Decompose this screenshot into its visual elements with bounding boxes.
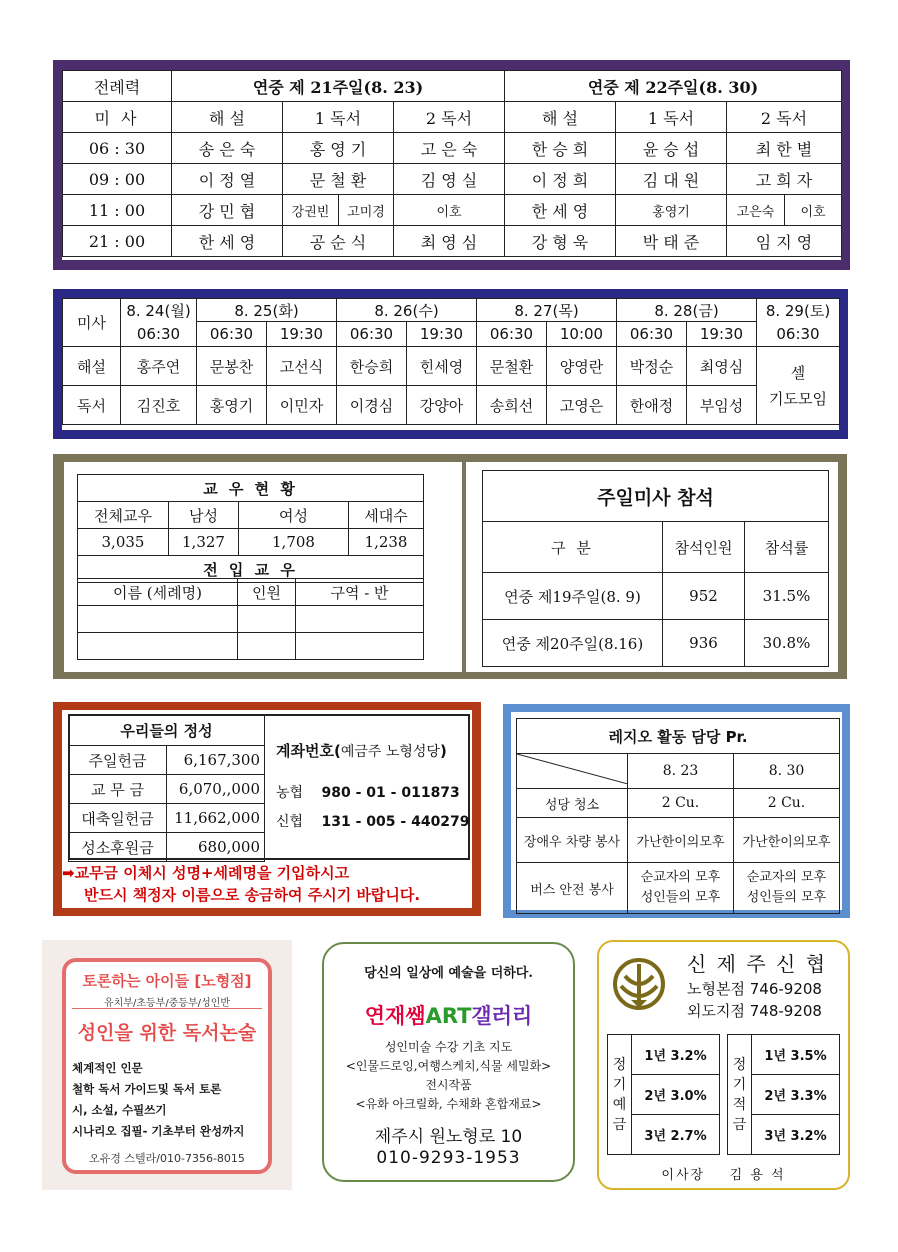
name-cell: 이 정 열	[172, 164, 283, 195]
name-cell: 고미경	[347, 204, 385, 220]
list-item: 체계적인 인문	[72, 1061, 143, 1075]
offering-value: 6,070,,000	[167, 775, 265, 804]
legio-corner	[517, 754, 628, 789]
table-row	[78, 606, 424, 633]
savings-table	[727, 1034, 840, 1155]
legio-value: 순교자의 모후 성인들의 모후	[734, 863, 840, 914]
role-header: 해 설	[505, 102, 616, 133]
legio-value: 2 Cu.	[734, 789, 840, 818]
divider	[72, 1008, 262, 1009]
members-value: 1,708	[239, 529, 349, 556]
table-row	[69, 804, 265, 833]
deposit-label: 정 기 예 금	[608, 1035, 632, 1155]
legio-table	[516, 718, 840, 914]
name-cell: 임 지 영	[727, 226, 842, 257]
table-row	[63, 133, 842, 164]
name-cell: 한애정	[617, 386, 687, 425]
name-cell: 고 은 숙	[394, 133, 505, 164]
name-cell: 한 세 영	[505, 195, 616, 226]
offering-label: 교 무 금	[69, 775, 167, 804]
name-cell: 이민자	[267, 386, 337, 425]
offering-value: 680,000	[167, 833, 265, 862]
members-value: 3,035	[78, 529, 169, 556]
mass-time: 06 : 30	[63, 133, 172, 164]
members-title: 교 우 현 황	[78, 475, 424, 502]
account-title: 계좌번호(예금주 노형성당)	[276, 742, 447, 760]
table-row	[69, 833, 265, 862]
deposit-table	[607, 1034, 720, 1155]
legio-value: 순교자의 모후 성인들의 모후	[628, 863, 734, 914]
attendance-rate: 31.5%	[745, 573, 829, 620]
ad-debate-contact: 오유경 스텔라/010-7356-8015	[89, 1152, 245, 1165]
table-row	[63, 347, 840, 386]
diagonal-line	[517, 754, 628, 784]
bank-name: 신협	[276, 814, 304, 830]
weekday-table	[62, 298, 840, 425]
ad-gallery-phone[interactable]: 010-9293-1953	[376, 1148, 521, 1168]
name-cell: 강 민 협	[172, 195, 283, 226]
name-cell: 강양아	[407, 386, 477, 425]
day-header: 8. 25(화)	[197, 299, 337, 322]
rate-cell: 1년 3.2%	[632, 1035, 720, 1075]
table-row	[78, 633, 424, 660]
name-cell: 고은숙	[727, 195, 785, 225]
mass-time: 19:30	[687, 322, 757, 347]
name-cell: 문 철 환	[283, 164, 394, 195]
branch-phone[interactable]: 노형본점 746-9208	[687, 980, 822, 998]
liturgy-corner: 전례력	[63, 71, 172, 102]
attendance-table	[482, 470, 829, 667]
attendance-count: 936	[663, 620, 745, 667]
legio-date: 8. 23	[628, 754, 734, 789]
week1-header: 연중 제 21주일(8. 23)	[172, 71, 505, 102]
list-item: 시, 소설, 수필쓰기	[72, 1103, 167, 1117]
name-cell: 홍영기	[197, 386, 267, 425]
rate-cell: 1년 3.5%	[752, 1035, 840, 1075]
role-header: 1 독서	[616, 102, 727, 133]
name-cell: 김 대 원	[616, 164, 727, 195]
account-holder: 예금주 노형성당	[340, 744, 440, 760]
week2-header: 연중 제 22주일(8. 30)	[505, 71, 842, 102]
name-cell: 김진호	[121, 386, 197, 425]
name-cell: 부임성	[687, 386, 757, 425]
mass-time: 19:30	[267, 322, 337, 347]
offering-title: 우리들의 정성	[69, 715, 265, 746]
newcomers-header: 이름 (세례명)	[78, 579, 238, 606]
mass-time: 06:30	[197, 322, 267, 347]
mass-time: 06:30	[121, 322, 197, 347]
name-cell: 홍주연	[121, 347, 197, 386]
legio-date: 8. 30	[734, 754, 840, 789]
day-header: 8. 26(수)	[337, 299, 477, 322]
name-cell: 고 희 자	[727, 164, 842, 195]
account-row	[276, 782, 460, 802]
list-item: 철학 독서 가이드및 독서 토론	[72, 1082, 222, 1096]
legio-label: 버스 안전 봉사	[517, 863, 628, 914]
mass-row-label: 미사	[63, 299, 121, 347]
branch-phone[interactable]: 외도지점 748-9208	[687, 1002, 822, 1020]
ad-gallery-desc: 성인미술 수강 기초 지도 <인물드로잉,여행스케치,식물 세밀화> 전시작품 <유화 아크릴화, 수채화 혼합재료>	[345, 1040, 552, 1111]
reading-label: 독서	[63, 386, 121, 425]
mass-time: 06:30	[477, 322, 547, 347]
day-header: 8. 27(목)	[477, 299, 617, 322]
mass-time: 10:00	[547, 322, 617, 347]
list-item: 시나리오 집필- 기초부터 완성까지	[72, 1124, 245, 1138]
table-row	[69, 746, 265, 775]
table-row	[63, 195, 842, 226]
name-cell: 강 형 욱	[505, 226, 616, 257]
offering-notice: ➡교무금 이체시 성명+세례명을 기입하시고 반드시 책정자 이름으로 송금하여 주시기 바랍니다.	[62, 864, 421, 904]
legio-frame	[503, 704, 850, 918]
name-cell: 이호	[394, 195, 505, 226]
name-cell: 최영심	[687, 347, 757, 386]
account-row	[276, 811, 470, 831]
saturday-cell	[757, 347, 840, 425]
members-value: 1,327	[169, 529, 239, 556]
offering-frame	[53, 702, 481, 916]
offering-label: 성소후원금	[69, 833, 167, 862]
name-cell: 이 정 희	[505, 164, 616, 195]
mass-time: 06:30	[337, 322, 407, 347]
table-row	[517, 863, 840, 914]
table-row	[63, 226, 842, 257]
name-cell: 송희선	[477, 386, 547, 425]
attendance-week: 연중 제20주일(8.16)	[483, 620, 663, 667]
attendance-header: 구 분	[483, 522, 663, 573]
name-cell: 힌세영	[407, 347, 477, 386]
liturgy-frame	[53, 60, 850, 270]
name-cell: 이호	[800, 204, 826, 220]
mass-time: 11 : 00	[63, 195, 172, 226]
name-cell: 고영은	[547, 386, 617, 425]
account-number[interactable]: 980 - 01 - 011873	[321, 785, 460, 801]
role-header: 2 독서	[394, 102, 505, 133]
table-row	[517, 789, 840, 818]
name-cell: 한승희	[337, 347, 407, 386]
name-cell: 문봉찬	[197, 347, 267, 386]
mass-label: 미 사	[63, 102, 172, 133]
role-header: 1 독서	[283, 102, 394, 133]
name-cell: 이경심	[337, 386, 407, 425]
rate-cell: 2년 3.3%	[752, 1075, 840, 1115]
rate-cell: 3년 3.2%	[752, 1115, 840, 1155]
chairman: 이사장 김 용 석	[661, 1168, 786, 1183]
table-row	[517, 818, 840, 863]
name-cell: 윤 승 섭	[616, 133, 727, 164]
weekday-frame	[53, 289, 848, 439]
members-header: 세대수	[349, 502, 424, 529]
rate-cell: 2년 3.0%	[632, 1075, 720, 1115]
name-cell: 김 영 실	[394, 164, 505, 195]
name-cell: 최 영 심	[394, 226, 505, 257]
mass-time: 21 : 00	[63, 226, 172, 257]
name-cell: 한 승 희	[505, 133, 616, 164]
commentary-label: 해설	[63, 347, 121, 386]
day-header: 8. 24(월)	[121, 299, 197, 322]
mass-time: 09 : 00	[63, 164, 172, 195]
name-cell: 박 태 준	[616, 226, 727, 257]
name-cell: 양영란	[547, 347, 617, 386]
ad-gallery-name: 연재쌤ART갤러리	[364, 1004, 533, 1028]
attendance-header: 참석인원	[663, 522, 745, 573]
table-row	[69, 775, 265, 804]
name-cell: 홍 영 기	[283, 133, 394, 164]
table-row	[483, 620, 829, 667]
credit-union-name: 신 제 주 신 협	[687, 952, 828, 976]
ad-debate-card	[62, 958, 272, 1174]
members-header: 남성	[169, 502, 239, 529]
legio-label: 장애우 차량 봉사	[517, 818, 628, 863]
legio-label: 성당 청소	[517, 789, 628, 818]
table-row	[63, 386, 840, 425]
name-cell: 공 순 식	[283, 226, 394, 257]
ad-gallery-address: 제주시 원노형로 10	[374, 1127, 523, 1147]
newcomers-header: 구역 - 반	[296, 579, 424, 606]
table-row	[483, 573, 829, 620]
ad-credit-union	[597, 940, 850, 1190]
ad-gallery	[322, 942, 575, 1182]
name-cell: 박정순	[617, 347, 687, 386]
account-number[interactable]: 131 - 005 - 440279	[321, 814, 470, 830]
ad-debate-headline: 성인을 위한 독서논술	[77, 1022, 257, 1044]
legio-value: 가난한이의모후	[734, 818, 840, 863]
name-cell: 최 한 별	[727, 133, 842, 164]
newcomers-header: 인원	[238, 579, 296, 606]
members-header: 여성	[239, 502, 349, 529]
name-cell: 한 세 영	[172, 226, 283, 257]
name-cell: 송 은 숙	[172, 133, 283, 164]
bank-name: 농협	[276, 785, 304, 801]
mass-time: 06:30	[617, 322, 687, 347]
attendance-rate: 30.8%	[745, 620, 829, 667]
offering-table	[68, 714, 265, 862]
day-header: 8. 29(토)	[757, 299, 840, 322]
savings-label: 정 기 적 금	[728, 1035, 752, 1155]
offering-label: 주일헌금	[69, 746, 167, 775]
members-header: 전체교우	[78, 502, 169, 529]
ad-gallery-tagline: 당신의 일상에 예술을 더하다.	[364, 966, 533, 981]
saturday-line: 기도모임	[769, 389, 827, 408]
name-cell: 강권빈	[283, 195, 339, 225]
stats-frame	[53, 454, 847, 679]
role-header: 해 설	[172, 102, 283, 133]
day-header: 8. 28(금)	[617, 299, 757, 322]
credit-union-logo-icon	[611, 956, 667, 1012]
name-cell: 고선식	[267, 347, 337, 386]
attendance-count: 952	[663, 573, 745, 620]
newcomers-table	[77, 578, 424, 660]
attendance-week: 연중 제19주일(8. 9)	[483, 573, 663, 620]
mass-time: 06:30	[757, 322, 840, 347]
name-cell: 홍영기	[616, 195, 727, 226]
legio-value: 2 Cu.	[628, 789, 734, 818]
table-row	[63, 164, 842, 195]
role-header: 2 독서	[727, 102, 842, 133]
offering-value: 11,662,000	[167, 804, 265, 833]
name-cell: 문철환	[477, 347, 547, 386]
saturday-line: 셀	[790, 363, 806, 382]
attendance-header: 참석률	[745, 522, 829, 573]
offering-value: 6,167,300	[167, 746, 265, 775]
liturgy-table	[62, 70, 842, 257]
ad-debate-header: 토론하는 아이들 [노형점]	[82, 972, 252, 990]
mass-time: 19:30	[407, 322, 477, 347]
legio-value: 가난한이의모후	[628, 818, 734, 863]
offering-label: 대축일헌금	[69, 804, 167, 833]
ad-debate-sub: 유치부/초등부/중등부/성인반	[103, 998, 231, 1009]
newcomers-title: 전 입 교 우	[78, 556, 424, 583]
rate-cell: 3년 2.7%	[632, 1115, 720, 1155]
legio-title: 레지오 활동 담당 Pr.	[517, 719, 840, 754]
attendance-title: 주일미사 참석	[483, 471, 829, 522]
ad-debate-kids	[42, 940, 292, 1190]
members-value: 1,238	[349, 529, 424, 556]
ad-debate-list	[72, 1058, 268, 1142]
members-table	[77, 474, 424, 583]
